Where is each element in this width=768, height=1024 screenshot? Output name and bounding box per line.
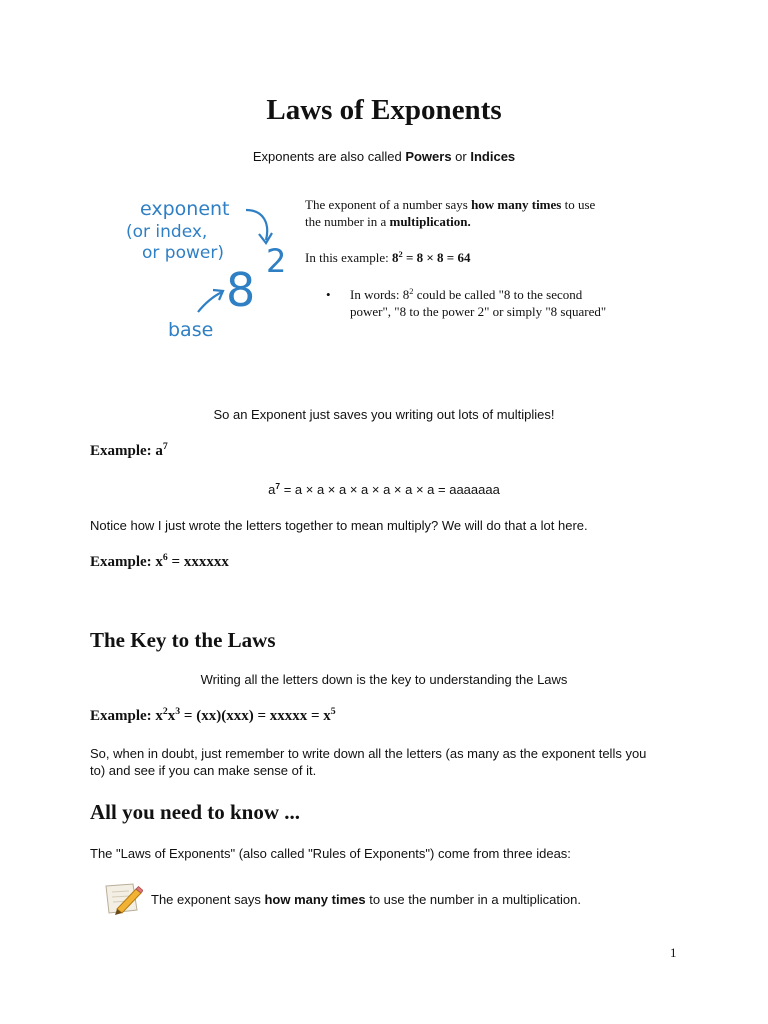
example-x6-label: Example: x <box>90 554 163 570</box>
doubt-paragraph <box>90 745 690 779</box>
example-x2x3-rest: = (xx)(xxx) = xxxxx = x <box>180 708 331 724</box>
a7-base: a <box>268 482 276 497</box>
intro-example-exp: 2 <box>398 248 403 259</box>
exponent-arrow <box>246 210 267 240</box>
example-a7-heading <box>90 443 168 460</box>
subtitle-text: Exponents are also called <box>252 149 406 164</box>
page-title: Laws of Exponents <box>266 94 502 126</box>
example-x2x3-exp2: 3 <box>175 706 181 718</box>
diagram-index-label-1: (or index, <box>126 222 208 242</box>
subtitle-indices: Indices <box>470 149 516 164</box>
subtitle-or: or <box>451 149 471 164</box>
intro-how-many-times: how many times <box>471 197 562 212</box>
intro-example-label: In this example: <box>305 250 393 265</box>
intro-bullet <box>326 286 666 320</box>
a7-exp: 7 <box>275 480 281 491</box>
saves-line: So an Exponent just saves you writing out lots of multiplies! <box>213 407 555 422</box>
know-heading: All you need to know ... <box>90 800 301 824</box>
bullet-text-end: could be called "8 to the second <box>413 287 583 302</box>
example-x2x3-exp1: 2 <box>162 706 168 718</box>
bullet-dot: • <box>326 287 331 302</box>
intro-example-base: 8 <box>392 250 399 265</box>
example-a7-exp: 7 <box>162 441 168 453</box>
diagram-exponent-digit: 2 <box>266 242 287 280</box>
intro-line2: the number in a <box>305 214 390 229</box>
example-x2x3-exp3: 5 <box>330 706 336 718</box>
subtitle <box>0 148 768 165</box>
diagram-index-label-2: or power) <box>142 243 224 263</box>
notice-line: Notice how I just wrote the letters together to mean multiply? We will do that a lot here. <box>90 518 588 533</box>
example-x6-rest: = xxxxxx <box>167 554 229 570</box>
key-line: Writing all the letters down is the key to understanding the Laws <box>200 672 568 687</box>
example-x2x3-heading <box>90 708 336 725</box>
pencil-note-icon <box>103 880 143 916</box>
intro-paragraph <box>305 196 665 230</box>
page-number: 1 <box>670 945 677 960</box>
intro-multiplication: multiplication. <box>389 214 471 229</box>
diagram-exponent-label: exponent <box>140 198 230 220</box>
doubt-line1: So, when in doubt, just remember to write down all the letters (as many as the exponent tells you <box>90 746 647 761</box>
diagram-base-label: base <box>168 319 214 341</box>
a7-rest: = a × a × a × a × a × a × a = aaaaaaa <box>280 482 500 497</box>
example-x2x3-label: Example: x <box>90 708 163 724</box>
example-x6-heading <box>90 554 229 571</box>
intro-line1-end: to use <box>561 197 596 212</box>
exponent-diagram <box>118 188 310 348</box>
idea-1-bold: how many times <box>264 892 366 907</box>
bullet-line2: power", "8 to the power 2" or simply "8 squared" <box>350 304 607 319</box>
idea-1 <box>151 891 581 908</box>
intro-example-rest: = 8 × 8 = 64 <box>402 250 471 265</box>
example-a7-label: Example: a <box>90 443 163 459</box>
base-arrow <box>198 292 222 312</box>
intro-line1: The exponent of a number says <box>305 197 472 212</box>
a7-expansion <box>0 481 768 498</box>
doubt-line2: to) and see if you can make sense of it. <box>90 763 317 778</box>
key-heading: The Key to the Laws <box>90 628 276 652</box>
intro-example <box>305 249 470 266</box>
subtitle-powers: Powers <box>405 149 452 164</box>
bullet-exp: 2 <box>409 285 414 296</box>
bullet-text: In words: 8 <box>350 287 410 302</box>
idea-1-text-end: to use the number in a multiplication. <box>365 892 581 907</box>
idea-1-text: The exponent says <box>151 892 265 907</box>
diagram-base-digit: 8 <box>226 263 256 317</box>
example-x2x3-mid: x <box>167 708 176 724</box>
laws-line: The "Laws of Exponents" (also called "Rules of Exponents") come from three ideas: <box>90 846 571 861</box>
example-x6-exp: 6 <box>162 552 168 564</box>
